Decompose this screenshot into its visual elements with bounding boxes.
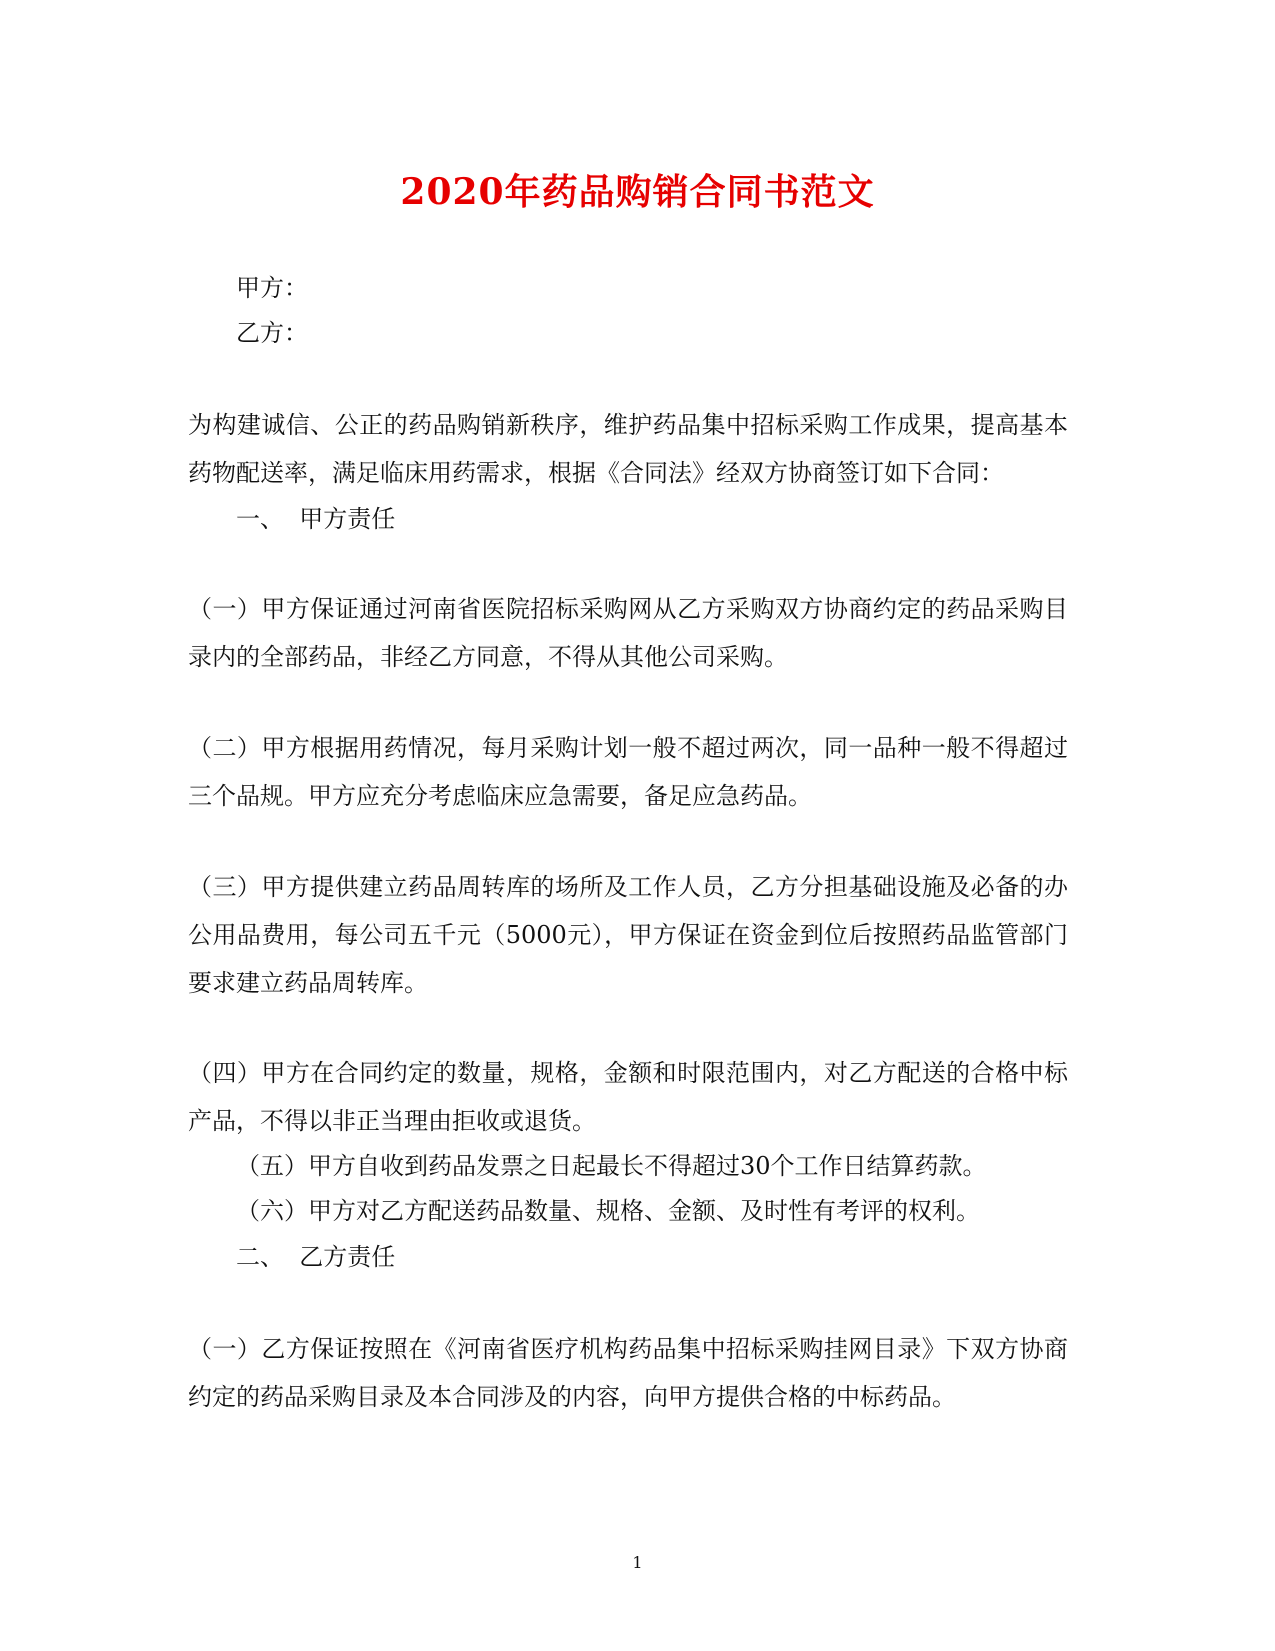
clause-a5: （五）甲方自收到药品发票之日起最长不得超过30个工作日结算药款。 [236, 1152, 987, 1180]
document-title: 2020年药品购销合同书范文 [400, 171, 875, 213]
intro-paragraph: 为构建诚信、公正的药品购销新秩序，维护药品集中招标采购工作成果，提高基本药物配送率，满足临床用药需求，根据《合同法》经双方协商签订如下合同： [188, 411, 1068, 487]
page-number: 1 [632, 1553, 643, 1572]
clause-a1: （一）甲方保证通过河南省医院招标采购网从乙方采购双方协商约定的药品采购目录内的全部药品，非经乙方同意，不得从其他公司采购。 [188, 595, 1068, 671]
party-b-label: 乙方： [236, 319, 308, 347]
clause-a4: （四）甲方在合同约定的数量，规格，金额和时限范围内，对乙方配送的合格中标产品，不得以非正当理由拒收或退货。 [188, 1059, 1068, 1135]
clause-a2: （二）甲方根据用药情况，每月采购计划一般不超过两次，同一品种一般不得超过三个品规。甲方应充分考虑临床应急需要，备足应急药品。 [188, 734, 1068, 810]
party-a-label: 甲方： [236, 274, 308, 302]
clause-a6: （六）甲方对乙方配送药品数量、规格、金额、及时性有考评的权利。 [236, 1197, 980, 1225]
section-heading-party-a: 一、 甲方责任 [236, 505, 396, 533]
clause-b1: （一）乙方保证按照在《河南省医疗机构药品集中招标采购挂网目录》下双方协商约定的药品采购目录及本合同涉及的内容，向甲方提供合格的中标药品。 [188, 1335, 1068, 1411]
section-heading-party-b: 二、 乙方责任 [236, 1243, 396, 1271]
clause-a3: （三）甲方提供建立药品周转库的场所及工作人员，乙方分担基础设施及必备的办公用品费用，每公司五千元（5000元），甲方保证在资金到位后按照药品监管部门要求建立药品周转库。 [188, 873, 1068, 997]
